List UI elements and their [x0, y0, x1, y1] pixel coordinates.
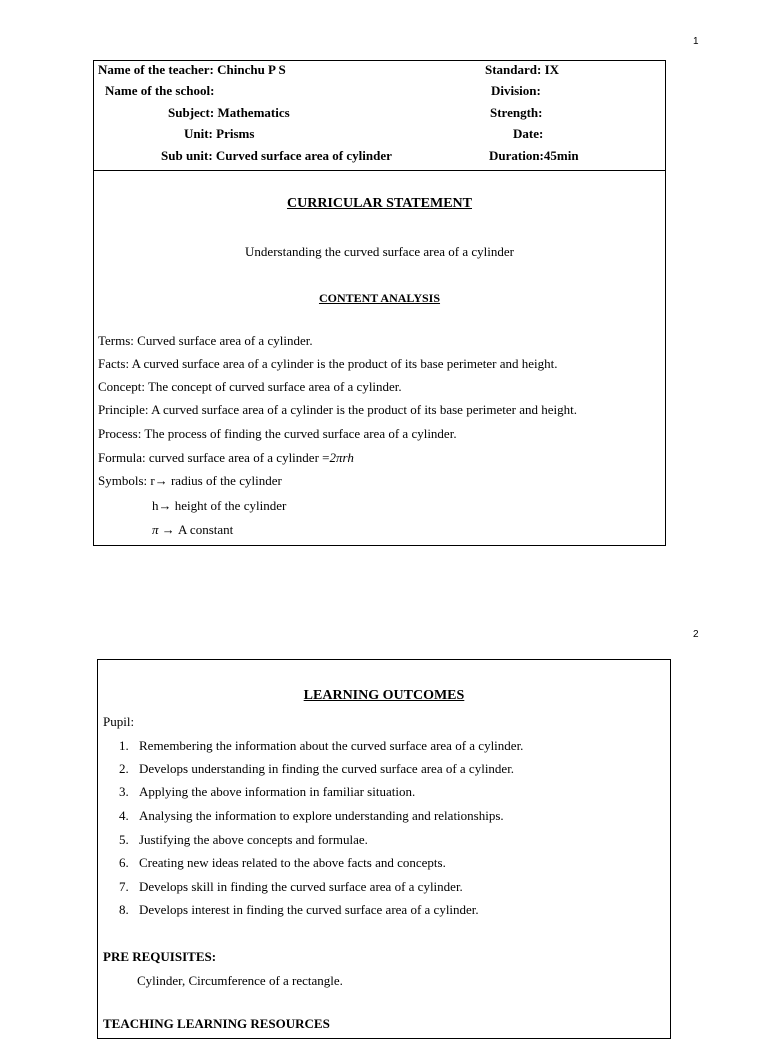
school-name: Name of the school:: [105, 83, 215, 98]
standard: Standard: IX: [485, 62, 560, 77]
principle-line: Principle: A curved surface area of a cylinder is the product of its base perimeter and height.: [98, 402, 578, 417]
outcome-item: Analysing the information to explore understanding and relationships.: [139, 808, 504, 823]
duration: Duration:45min: [489, 148, 579, 163]
learning-outcomes-heading: LEARNING OUTCOMES: [303, 688, 465, 703]
symbols-label: Symbols: r: [98, 473, 155, 488]
content-analysis-heading: CONTENT ANALYSIS: [318, 291, 441, 305]
arrow-icon: →: [158, 498, 172, 513]
outcome-number: 2.: [119, 761, 129, 776]
outcome-number: 1.: [119, 738, 129, 753]
header-divider: [94, 170, 665, 171]
outcome-number: 6.: [119, 855, 129, 870]
symbol-pi-line: [152, 522, 233, 538]
outcome-item: Remembering the information about the curved surface area of a cylinder.: [139, 738, 524, 753]
unit: Unit: Prisms: [184, 126, 255, 141]
terms-line: Terms: Curved surface area of a cylinder.: [98, 333, 313, 348]
symbol-pi: π: [152, 522, 159, 537]
symbols-line: [98, 473, 282, 489]
outcome-item: Applying the above information in familiar situation.: [139, 784, 416, 799]
outcome-item: Justifying the above concepts and formulae.: [139, 832, 368, 847]
symbol-pi-desc: A constant: [174, 522, 234, 537]
subject: Subject: Mathematics: [168, 105, 290, 120]
outcome-number: 5.: [119, 832, 129, 847]
curricular-statement-text: Understanding the curved surface area of a cylinder: [245, 244, 514, 259]
symbol-r-desc: radius of the cylinder: [167, 473, 282, 488]
division: Division:: [491, 83, 541, 98]
curricular-statement-heading: CURRICULAR STATEMENT: [286, 196, 472, 211]
page-number: 2: [693, 629, 699, 640]
outcome-number: 8.: [119, 902, 129, 917]
page-number: 1: [693, 36, 699, 47]
formula-math: 2πrh: [329, 450, 354, 465]
symbol-h-desc: height of the cylinder: [171, 498, 287, 513]
outcome-number: 7.: [119, 879, 129, 894]
outcome-item: Develops understanding in finding the curved surface area of a cylinder.: [139, 761, 515, 776]
facts-line: Facts: A curved surface area of a cylinder is the product of its base perimeter and height.: [98, 356, 558, 371]
concept-line: Concept: The concept of curved surface area of a cylinder.: [98, 379, 402, 394]
date: Date:: [513, 126, 544, 141]
sub-unit: Sub unit: Curved surface area of cylinder: [161, 148, 392, 163]
formula-line: [98, 450, 354, 466]
outcome-number: 3.: [119, 784, 129, 799]
teacher-name: Name of the teacher: Chinchu P S: [98, 62, 286, 77]
arrow-icon: →: [154, 473, 168, 488]
pupil-label: Pupil:: [103, 714, 135, 729]
outcome-item: Develops skill in finding the curved surface area of a cylinder.: [139, 879, 463, 894]
prerequisites-text: Cylinder, Circumference of a rectangle.: [137, 973, 343, 988]
outcome-item: Develops interest in finding the curved surface area of a cylinder.: [139, 902, 479, 917]
prerequisites-heading: PRE REQUISITES:: [103, 949, 217, 964]
symbol-h-line: [152, 498, 286, 514]
outcome-number: 4.: [119, 808, 129, 823]
formula-label: Formula: curved surface area of a cylinder =: [98, 450, 330, 465]
strength: Strength:: [490, 105, 543, 120]
lesson-plan-box: [93, 60, 666, 546]
symbol-h: h: [152, 498, 159, 513]
learning-outcomes-box: [97, 659, 671, 1039]
arrow-icon: →: [161, 522, 175, 537]
outcome-item: Creating new ideas related to the above facts and concepts.: [139, 855, 446, 870]
process-line: Process: The process of finding the curved surface area of a cylinder.: [98, 426, 457, 441]
teaching-resources-heading: TEACHING LEARNING RESOURCES: [103, 1016, 330, 1031]
